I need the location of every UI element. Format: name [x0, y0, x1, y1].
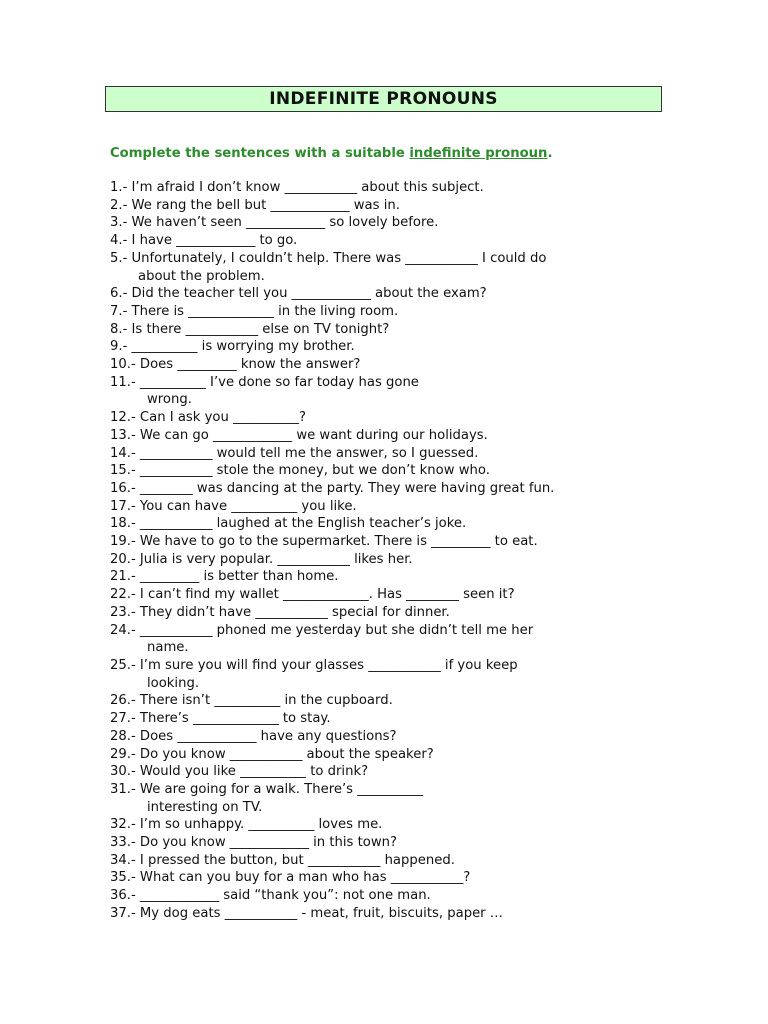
- exercise-list: [110, 179, 670, 923]
- exercise-line: 11.- __________ I’ve done so far today has gone: [110, 374, 419, 390]
- exercise-line: 33.- Do you know ____________ in this town?: [110, 835, 397, 851]
- exercise-line: 5.- Unfortunately, I couldn’t help. There was ___________ I could do: [110, 250, 547, 266]
- exercise-line: 35.- What can you buy for a man who has ___________?: [110, 870, 471, 886]
- exercise-line: 29.- Do you know ___________ about the speaker?: [110, 746, 434, 762]
- exercise-line-continuation: about the problem.: [138, 268, 265, 284]
- exercise-line: 32.- I’m so unhappy. __________ loves me.: [110, 817, 383, 833]
- exercise-line: 37.- My dog eats ___________ - meat, fruit, biscuits, paper …: [110, 905, 503, 921]
- instruction-text: [110, 146, 552, 161]
- instruction-prefix: Complete the sentences with a suitable: [110, 146, 410, 161]
- exercise-line: 10.- Does _________ know the answer?: [110, 357, 361, 373]
- exercise-line-continuation: interesting on TV.: [147, 799, 263, 815]
- exercise-line-continuation: name.: [147, 640, 189, 656]
- exercise-line: 20.- Julia is very popular. ___________ likes her.: [110, 551, 413, 567]
- exercise-line: 2.- We rang the bell but ____________ was in.: [110, 197, 400, 213]
- exercise-line: 18.- ___________ laughed at the English teacher’s joke.: [110, 516, 467, 532]
- exercise-line: 36.- ____________ said “thank you”: not one man.: [110, 888, 431, 904]
- exercise-line: 1.- I’m afraid I don’t know ___________ about this subject.: [110, 180, 484, 195]
- exercise-line: 27.- There’s _____________ to stay.: [110, 711, 331, 727]
- exercise-line: 4.- I have ____________ to go.: [110, 233, 298, 249]
- exercise-line: 25.- I’m sure you will find your glasses ___________ if you keep: [110, 657, 518, 673]
- exercise-line: 3.- We haven’t seen ____________ so lovely before.: [110, 215, 439, 231]
- exercise-line: 19.- We have to go to the supermarket. There is _________ to eat.: [110, 534, 538, 550]
- exercise-line: 6.- Did the teacher tell you ____________ about the exam?: [110, 286, 487, 302]
- exercise-line-continuation: looking.: [147, 675, 200, 691]
- exercise-line: 15.- ___________ stole the money, but we don’t know who.: [110, 463, 490, 479]
- exercise-line: 30.- Would you like __________ to drink?: [110, 764, 369, 780]
- exercise-line: 14.- ___________ would tell me the answer, so I guessed.: [110, 445, 479, 461]
- instruction-link: indefinite pronoun: [409, 146, 548, 161]
- exercise-line: 23.- They didn’t have ___________ special for dinner.: [110, 604, 450, 620]
- exercise-line: 24.- ___________ phoned me yesterday but she didn’t tell me her: [110, 622, 534, 638]
- exercise-line: 8.- Is there ___________ else on TV tonight?: [110, 321, 390, 337]
- exercise-line: 31.- We are going for a walk. There’s __________: [110, 781, 424, 797]
- instruction-suffix: .: [547, 146, 553, 161]
- exercise-line: 16.- ________ was dancing at the party. They were having great fun.: [110, 480, 555, 496]
- exercise-line-continuation: wrong.: [147, 392, 192, 408]
- exercise-line: 28.- Does ____________ have any questions?: [110, 728, 397, 744]
- exercise-line: 21.- _________ is better than home.: [110, 569, 339, 585]
- exercise-line: 12.- Can I ask you __________?: [110, 410, 306, 426]
- exercise-line: 7.- There is _____________ in the living room.: [110, 303, 399, 319]
- exercise-line: 9.- __________ is worrying my brother.: [110, 339, 355, 355]
- exercise-line: 22.- I can’t find my wallet _____________. Has ________ seen it?: [110, 587, 515, 603]
- exercise-line: 34.- I pressed the button, but ___________ happened.: [110, 852, 455, 868]
- exercise-line: 17.- You can have __________ you like.: [110, 498, 357, 514]
- worksheet-title: INDEFINITE PRONOUNS: [105, 86, 662, 112]
- exercise-line: 26.- There isn’t __________ in the cupboard.: [110, 693, 393, 709]
- exercise-line: 13.- We can go ____________ we want during our holidays.: [110, 427, 488, 443]
